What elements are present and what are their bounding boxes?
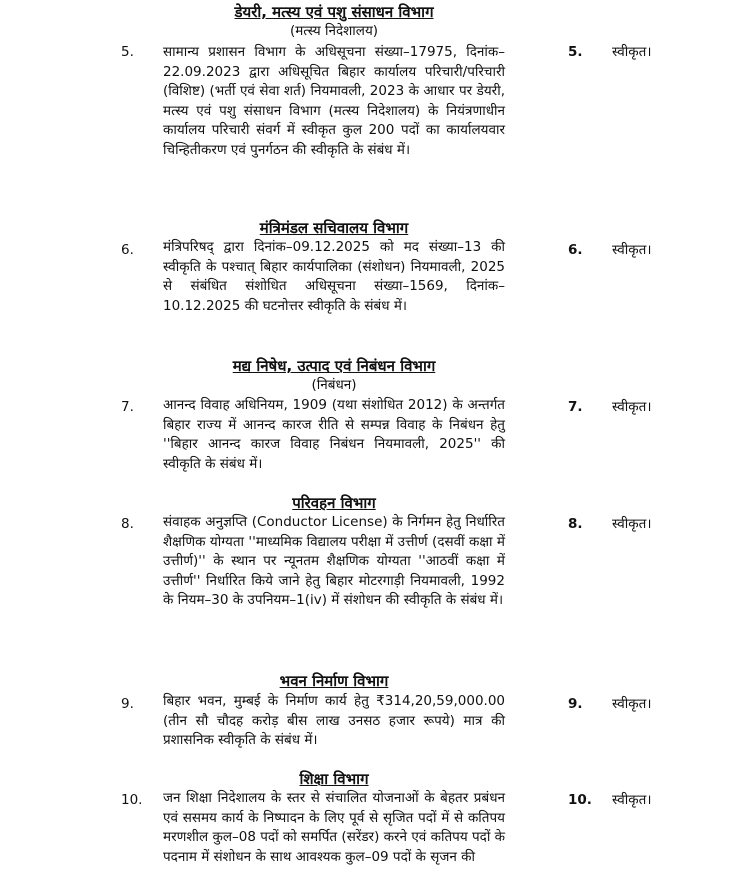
item-number: 7. (121, 399, 134, 415)
item-number: 5. (121, 44, 134, 60)
item-number: 8. (121, 516, 134, 532)
decision-number: 5. (568, 44, 583, 60)
department-title: मंत्रिमंडल सचिवालय विभाग (259, 219, 409, 237)
item-number: 10. (121, 792, 143, 808)
department-title: मद्य निषेध, उत्पाद एवं निबंधन विभाग (232, 357, 436, 375)
decision-number: 7. (568, 399, 583, 415)
decision-status: स्वीकृत। (612, 44, 652, 60)
subdepartment-title: (निबंधन) (311, 377, 357, 393)
decision-status: स्वीकृत। (612, 516, 652, 532)
item-number: 6. (121, 242, 134, 258)
department-title: डेयरी, मत्स्य एवं पशु संसाधन विभाग (234, 3, 434, 21)
item-text: मंत्रिपरिषद् द्वारा दिनांक–09.12.2025 को मद संख्या–13 की स्वीकृति के पश्चात् बिहार कार्यपालिका (संशोधन) नियमावली, 2025 से संबंधित संशोधित अधिसूचना संख्या–1569, दिनांक–10.12.2025 की घटनोत्तर स्वीकृति के संबंध में। (163, 239, 505, 314)
decision-number: 8. (568, 516, 583, 532)
decision-number: 9. (568, 696, 583, 712)
decision-status: स्वीकृत। (612, 792, 652, 808)
decision-status: स्वीकृत। (612, 696, 652, 712)
department-title: परिवहन विभाग (292, 494, 376, 512)
item-text: आनन्द विवाह अधिनियम, 1909 (यथा संशोधित 2012) के अन्तर्गत बिहार राज्य में आनन्द कारज रीति से सम्पन्न विवाह के निबंधन हेतु ''बिहार आनन्द कारज विवाह निबंधन नियमावली, 2025'' की स्वीकृति के संबंध में। (163, 397, 505, 472)
item-number: 9. (121, 696, 134, 712)
decision-status: स्वीकृत। (612, 399, 652, 415)
item-text: बिहार भवन, मुम्बई के निर्माण कार्य हेतु ₹314,20,59,000.00 (तीन सौ चौदह करोड़ बीस लाख उनसठ हजार रूपये) मात्र की प्रशासनिक स्वीकृति के संबंध में। (163, 693, 505, 748)
department-title: शिक्षा विभाग (299, 770, 369, 788)
item-text: सामान्य प्रशासन विभाग के अधिसूचना संख्या–17975, दिनांक–22.09.2023 द्वारा अधिसूचित बिहार कार्यालय परिचारी/परिचारी (विशिष्ट) (भर्ती एवं सेवा शर्त) नियमावली, 2023 के आधार पर डेयरी, मत्स्य एवं पशु संसाधन विभाग (मत्स्य निदेशालय) के नियंत्रणाधीन कार्यालय परिचारी संवर्ग में स्वीकृत कुल 200 पदों का कार्यालयवार चिन्हितीकरण एवं पुनर्गठन की स्वीकृति के संबंध में। (163, 44, 505, 158)
decision-number: 6. (568, 242, 583, 258)
department-title: भवन निर्माण विभाग (279, 672, 389, 690)
item-text: संवाहक अनुज्ञप्ति (Conductor License) के निर्गमन हेतु निर्धारित शैक्षणिक योग्यता ''माध्यमिक विद्यालय परीक्षा में उत्तीर्ण (दसवीं कक्षा में उत्तीर्ण)'' के स्थान पर न्यूनतम शैक्षणिक योग्यता ''आठवीं कक्षा में उत्तीर्ण'' निर्धारित किये जाने हेतु बिहार मोटरगाड़ी नियमावली, 1992 के नियम–30 के उपनियम–1(iv) में संशोधन की स्वीकृति के संबंध में। (163, 514, 505, 608)
decision-number: 10. (568, 792, 592, 808)
item-text: जन शिक्षा निदेशालय के स्तर से संचालित योजनाओं के बेहतर प्रबंधन एवं ससमय कार्य के निष्पादन के लिए पूर्व से सृजित पदों में से कतिपय मरणशील कुल–08 पदों को समर्पित (सरेंडर) करने एवं कतिपय पदों के पदनाम में संशोधन के साथ आवश्यक कुल–09 पदों के सृजन की (163, 790, 505, 865)
subdepartment-title: (मत्स्य निदेशालय) (289, 23, 379, 39)
decision-status: स्वीकृत। (612, 242, 652, 258)
